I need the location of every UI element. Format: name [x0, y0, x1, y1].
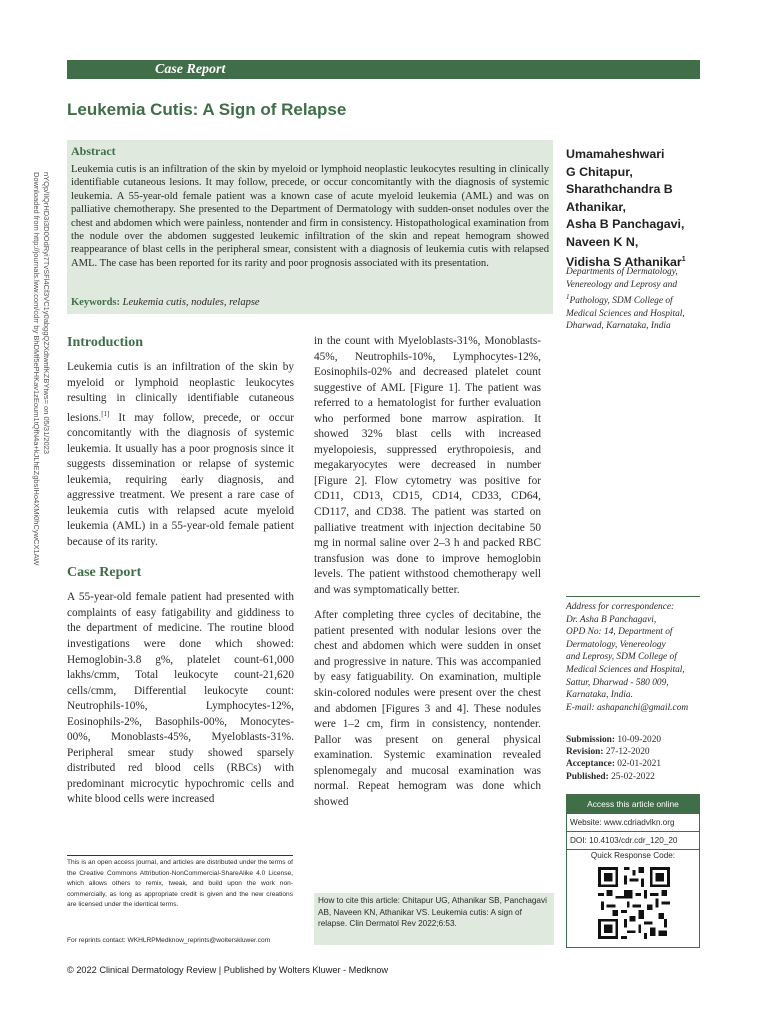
- address-line: Sattur, Dharwad - 580 009,: [566, 677, 669, 688]
- address-line: Medical Sciences and Hospital,: [566, 664, 685, 675]
- date-value: 25-02-2022: [611, 771, 655, 782]
- case-paragraph-1: A 55-year-old female patient had presented with complaints of easy fatigability and giddiness to the department of medicine. The routine blood investigations were done which showed: Hemoglobin-3.8 g%, platelet count-61,000 lakhs/cmm, Total leukocyte count-21,620 cells/cmm, Differential leukocyte count: Neutrophils-10%, Lymphocytes-12%, Eosinophils-2%, Basophils-00%, Monocytes-00%, Monoblasts-45%, Myeloblasts-31%. Peripheral smear study showed sparsely distributed red blood cells (RBCs) with predominant microcytic hypochromic cells and white blood cells were increased: [67, 591, 294, 806]
- how-to-cite-box: How to cite this article: Chitapur UG, Athanikar SB, Panchagavi AB, Naveen KN, Athanikar VS. Leukemia cutis: A sign of relapse. Clin Dermatol Rev 2022;6:53.: [314, 893, 554, 945]
- date-label: Acceptance:: [566, 759, 615, 770]
- doi-link[interactable]: DOI: 10.4103/cdr.cdr_120_20: [567, 832, 699, 850]
- keywords-value: Leukemia cutis, nodules, relapse: [122, 297, 260, 308]
- introduction-paragraph: [67, 360, 294, 550]
- address-line: Dermatology, Venereology: [566, 639, 666, 650]
- author-line: Naveen K N,: [566, 234, 639, 249]
- side-text-line-2: nYQp/IlQrHD3i3D0OdRyi7TvSFl4Cf3VC1y0abggQZXdtwnfKZBYtws= on 05/31/2023: [42, 172, 51, 455]
- affiliation: [566, 266, 706, 333]
- affiliation-text: Pathology, SDM College of: [569, 296, 673, 307]
- author-line: Athanikar,: [566, 199, 626, 214]
- date-value: 02-01-2021: [617, 759, 662, 770]
- article-title: Leukemia Cutis: A Sign of Relapse: [67, 100, 347, 119]
- date-row: [566, 734, 700, 746]
- author-list: [566, 146, 706, 272]
- author-affil-marker: 1: [681, 256, 686, 263]
- column-middle: [314, 334, 541, 810]
- article-dates: [566, 734, 700, 783]
- date-value: 27-12-2020: [605, 747, 650, 758]
- affiliation-line: Medical Sciences and Hospital,: [566, 308, 685, 319]
- author-line: G Chitapur,: [566, 164, 633, 179]
- intro-text-a: Leukemia cutis is an infiltration of the skin by myeloid or lymphoid neoplastic leukocytes resulting in clinically identifiable cutaneous lesions.: [67, 361, 294, 424]
- access-heading: Access this article online: [567, 795, 699, 814]
- date-label: Revision:: [566, 747, 604, 758]
- section-banner: [67, 60, 700, 79]
- abstract-box: [67, 140, 553, 314]
- address-email[interactable]: E-mail: ashapanchi@gmail.com: [566, 702, 689, 713]
- column-left: [67, 334, 294, 808]
- affiliation-line: Venereology and Leprosy and: [566, 279, 678, 290]
- author-line: Asha B Panchagavi,: [566, 217, 685, 231]
- license-notice: This is an open access journal, and articles are distributed under the terms of the Creative Commons Attribution-NonCommercial-ShareAlike 4.0 License, which allows others to remix, tweak, and build upon the work non-commercially, as long as appropriate credit is given and the new creations are licensed under the identical terms.: [67, 855, 293, 911]
- address-line: and Leprosy, SDM College of: [566, 652, 677, 663]
- address-line: Karnataka, India.: [566, 690, 633, 701]
- abstract-text: Leukemia cutis is an infiltration of the skin by myeloid or lymphoid neoplastic leukocytes resulting in clinically identifiable cutaneous lesions. It may follow, precede, or occur concomitantly with the diagnosis of systemic leukemia. A 55-year-old female patient was a known case of acute myeloid leukemia (AML) and was on palliative chemotherapy. She presented to the Department of Dermatology with sudden-onset nodules over the chest and abdomen which were painless, nontender and firm in consistency. Histopathological examination from the nodule over the abdomen suggested leukemic infiltration of the skin and repeat hemogram showed reappearance of blast cells in the peripheral smear, consistent with a diagnosis of leukemia cutis with relapsed AML. The case has been reported for its rarity and poor prognosis associated with its presentation.: [71, 164, 549, 269]
- author-name: Vidisha S Athanikar: [566, 255, 682, 270]
- intro-text-b: It may follow, precede, or occur concomitantly with the diagnosis of systemic leukemia. It usually has a poor prognosis since it suggests dissemination or relapse of systemic leukemia, requiring early diagnosis, and aggressive treatment. We present a rare case of leukemia cutis with relapsed acute myeloid leukemia (AML) in a 55-year-old female patient because of its rarity.: [67, 411, 294, 548]
- case-report-heading: Case Report: [67, 565, 142, 581]
- qr-code-icon[interactable]: [598, 867, 670, 939]
- address-line: Dr. Asha B Panchagavi,: [566, 614, 657, 625]
- date-row: [566, 758, 700, 770]
- access-online-box: [566, 794, 700, 948]
- keywords-label: Keywords:: [71, 297, 120, 308]
- introduction-heading: Introduction: [67, 335, 143, 350]
- website-link[interactable]: Website: www.cdriadvlkn.org: [567, 814, 699, 832]
- affiliation-line: [566, 291, 706, 308]
- author-line: Umamaheshwari: [566, 147, 665, 161]
- date-label: Published:: [566, 771, 609, 782]
- case-paragraph-3: After completing three cycles of decitabine, the patient presented with nodular lesions over the chest and abdomen which were sudden in onset and progressive in nature. This was accompanied by easy fatiguability. On examination, multiple skin-colored nodules were present over the chest and abdomen [Figures 3 and 4]. These nodules were 1–2 cm, firm in consistency, nontender. Pallor was present on general physical examination. Systemic examination revealed splenomegaly and mucosal examination was normal. Repeat hemogram was done which showed: [314, 609, 541, 808]
- author-line: Sharathchandra B: [566, 182, 673, 196]
- affiliation-line: Departments of Dermatology,: [566, 267, 678, 277]
- abstract-heading: Abstract: [71, 144, 116, 158]
- affiliation-line: Dharwad, Karnataka, India: [566, 321, 671, 332]
- page-footer: © 2022 Clinical Dermatology Review | Published by Wolters Kluwer - Medknow: [67, 965, 388, 975]
- case-paragraph-2: in the count with Myeloblasts-31%, Monoblasts-45%, Neutrophils-10%, Lymphocytes-12%, Eosinophils-02% and decreased platelet count suggestive of AML [Figure 1]. The patient was referred to a hematologist for further evaluation who performed bone marrow aspiration. It showed 32% blast cells with increased myelopoiesis, suppressed erythropoiesis, and megakaryocytes were decreased in number [Figure 2]. Flow cytometry was positive for CD11, CD13, CD15, CD14, CD33, CD64, CD117, and CD38. The patient was started on palliative treatment with injection decitabine 50 mg in normal saline over 2–3 h and packed RBC transfusion was done to improve hemoglobin levels. The patient withstood chemotherapy well and was symptomatically better.: [314, 335, 541, 596]
- reprints-contact[interactable]: For reprints contact: WKHLRPMedknow_reprints@wolterskluwer.com: [67, 937, 271, 944]
- date-label: Submission:: [566, 735, 615, 745]
- citation-ref[interactable]: [1]: [101, 409, 110, 418]
- date-row: [566, 771, 700, 783]
- section-label: Case Report: [155, 62, 226, 77]
- address-label: Address for correspondence:: [566, 602, 675, 612]
- side-text-line-1: Downloaded from http://journals.lww.com/cdrr by BhDMf5ePHKav1zEoum1tQfN4a+kJLhEZgbsIHo4XMi0hCywCX1AW: [32, 172, 41, 566]
- qr-label: Quick Response Code:: [590, 851, 676, 860]
- keywords-line: [71, 297, 260, 308]
- date-value: 10-09-2020: [617, 735, 662, 745]
- download-side-text: [32, 172, 51, 922]
- affiliation-marker: 1: [566, 293, 570, 301]
- date-row: [566, 746, 700, 758]
- correspondence-address: [566, 596, 700, 714]
- address-line: OPD No: 14, Department of: [566, 627, 673, 638]
